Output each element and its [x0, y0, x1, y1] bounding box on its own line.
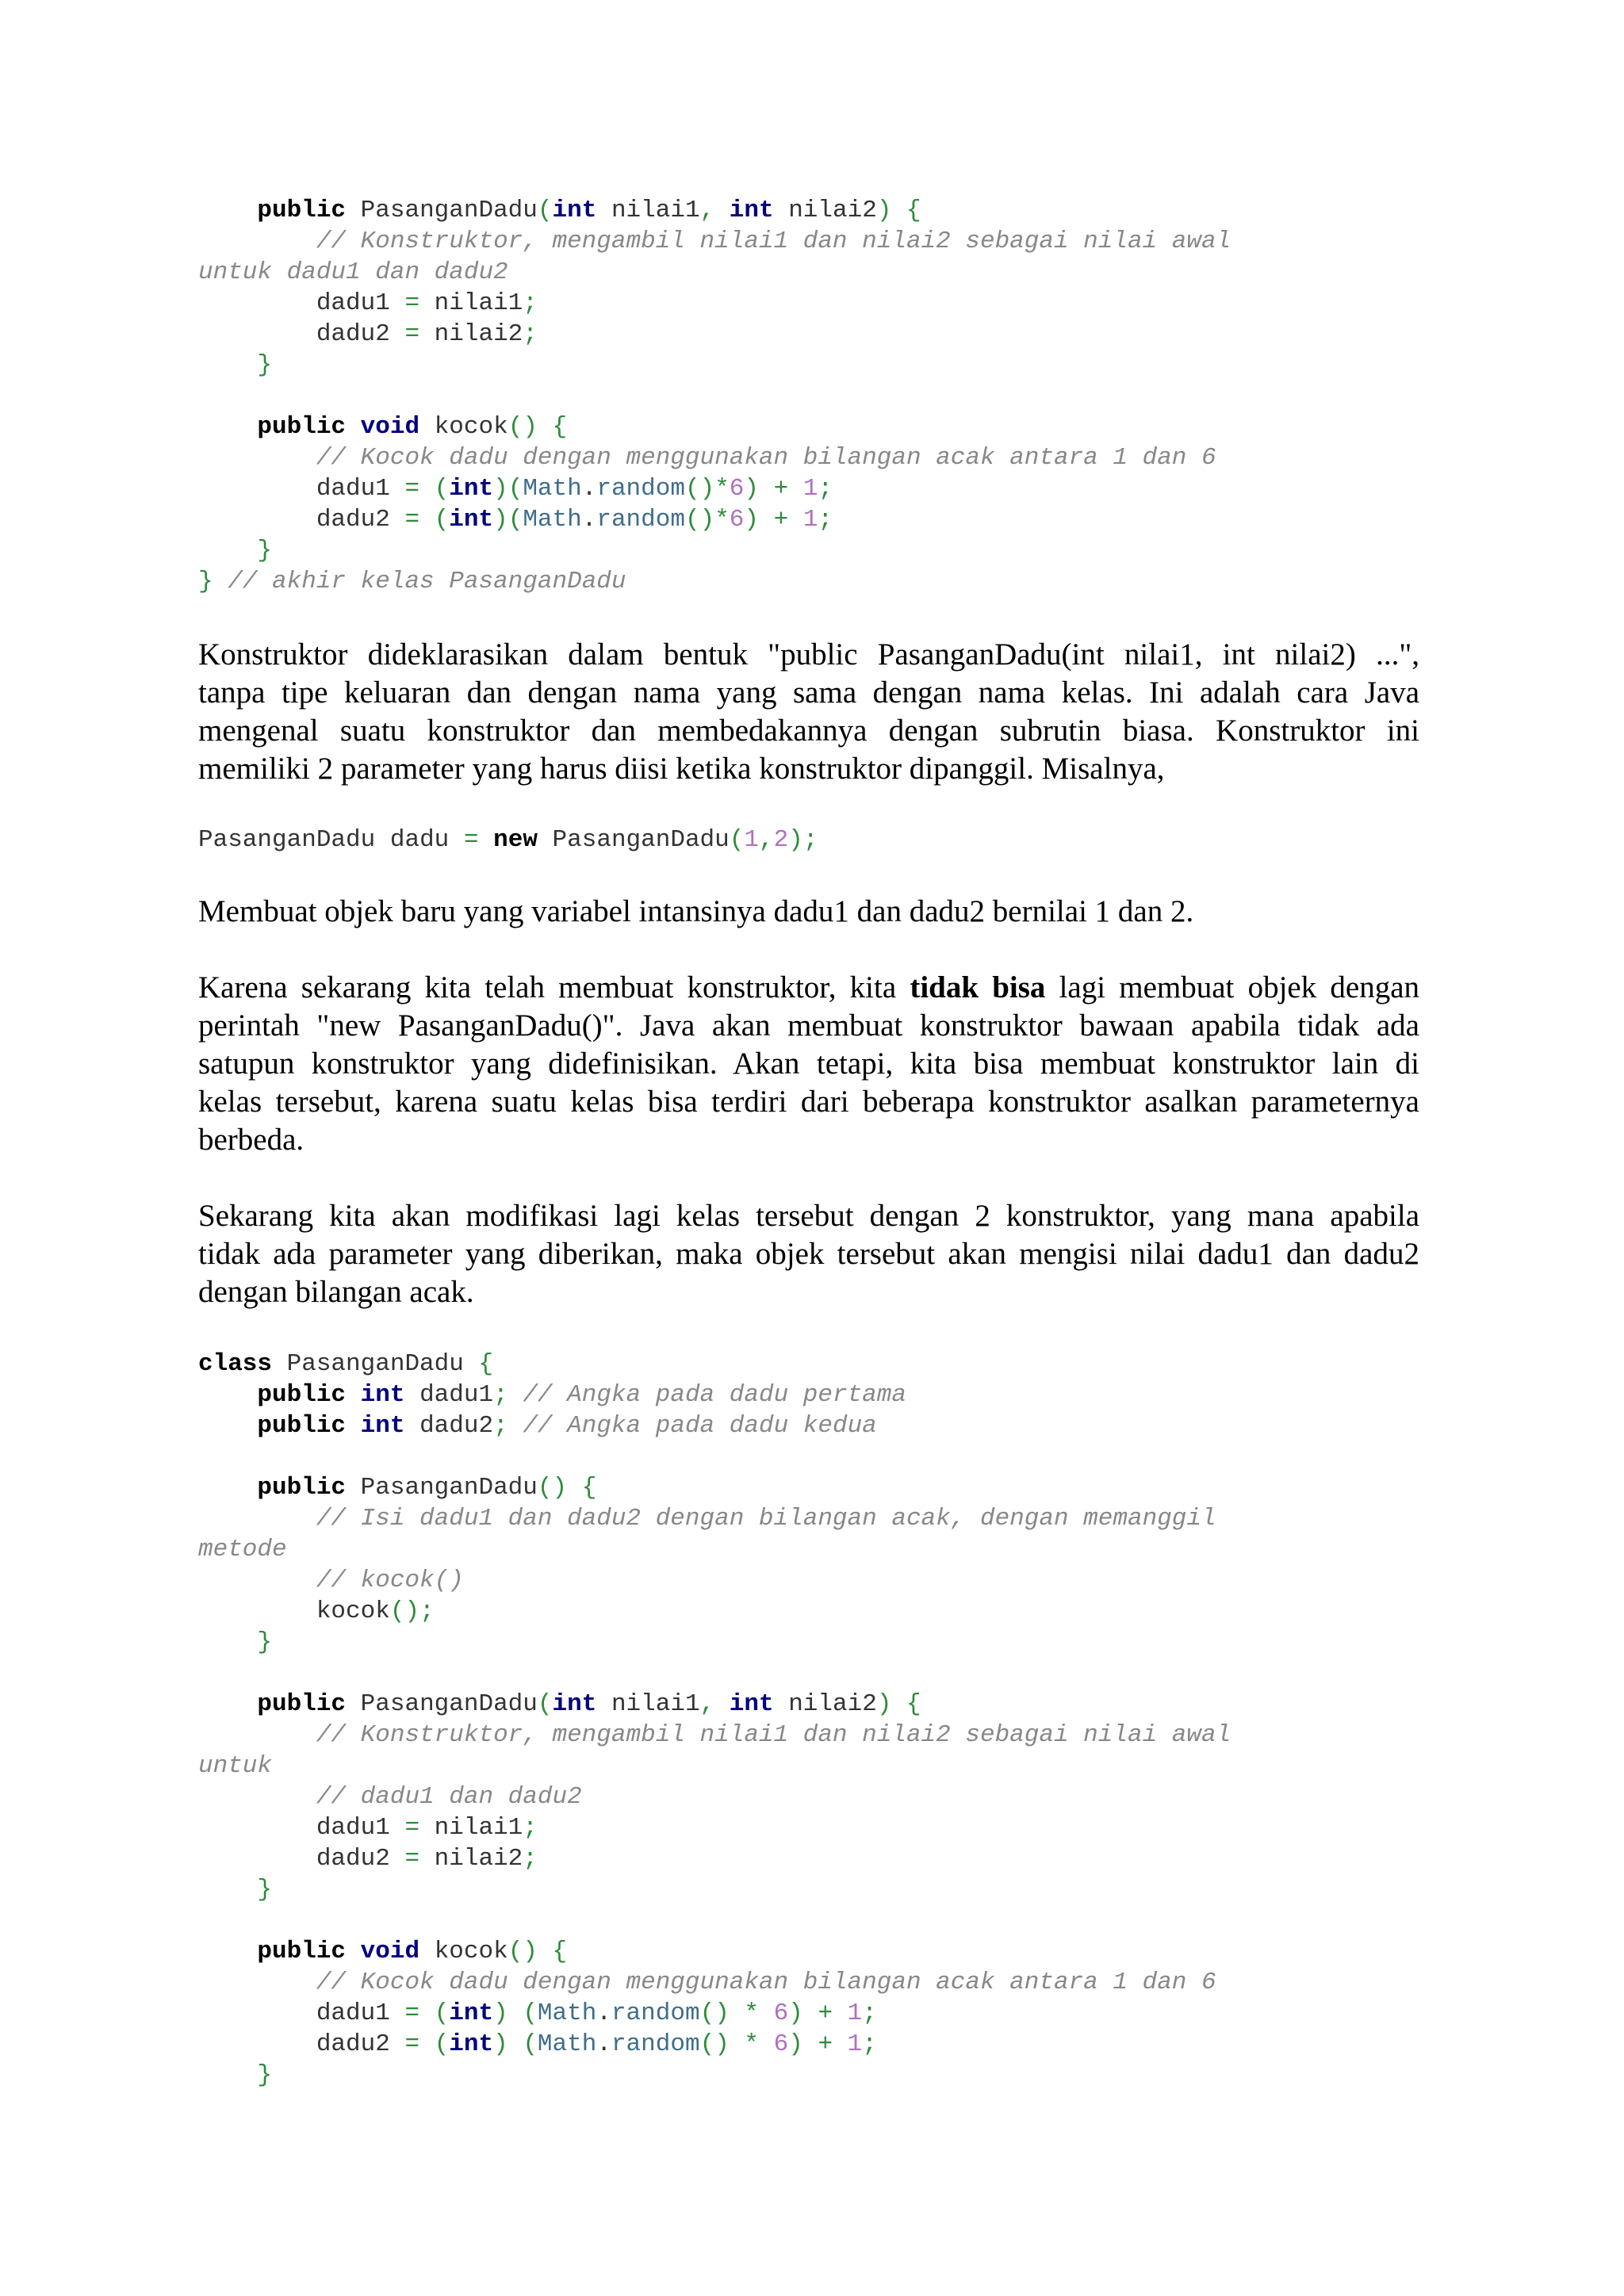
code-line: public void kocok() { — [257, 1938, 568, 1965]
code-line: // kocok() — [316, 1567, 464, 1594]
code-line: metode — [198, 1536, 287, 1563]
code-line — [198, 1905, 1231, 1936]
code-line: dadu1 = (int)(Math.random()*6) + 1; — [316, 475, 833, 503]
code-line: dadu2 = nilai2; — [316, 320, 538, 348]
paragraph-line: dengan bilangan acak. — [198, 1275, 474, 1309]
paragraph-line: memiliki 2 parameter yang harus diisi ketika konstruktor dipanggil. Misalnya, — [198, 752, 1165, 786]
code-line: PasanganDadu dadu = new PasanganDadu(1,2); — [198, 826, 818, 854]
code-line: public int dadu2; // Angka pada dadu kedua — [257, 1412, 877, 1440]
paragraph-line: Sekarang kita akan modifikasi lagi kelas tersebut dengan 2 konstruktor, yang mana apabila — [198, 1199, 1419, 1233]
code-line-new-pasangan-dadu — [198, 825, 818, 855]
code-line — [198, 1658, 1231, 1689]
paragraph-line: Karena sekarang kita telah membuat konstruktor, kita tidak bisa lagi membuat objek dengan — [198, 970, 1420, 1004]
code-line: dadu1 = nilai1; — [316, 1814, 538, 1842]
code-line: untuk — [198, 1752, 273, 1780]
paragraph-line: Membuat objek baru yang variabel intansinya dadu1 dan dadu2 bernilai 1 dan 2. — [198, 894, 1194, 928]
code-line: public PasanganDadu(int nilai1, int nilai2) { — [257, 1690, 921, 1718]
code-line: untuk dadu1 dan dadu2 — [198, 258, 508, 286]
code-line: // Kocok dadu dengan menggunakan bilangan acak antara 1 dan 6 — [316, 444, 1216, 472]
code-block-pasangan-dadu-methods — [198, 195, 1231, 597]
code-line: dadu2 = (int) (Math.random() * 6) + 1; — [316, 2030, 877, 2058]
code-line: } — [257, 537, 273, 564]
paragraph-modifikasi — [198, 1197, 1419, 1311]
paragraph-line: perintah "new PasanganDadu()". Java akan membuat konstruktor bawaan apabila tidak ada — [198, 1008, 1419, 1043]
paragraph-line: mengenal suatu konstruktor dan membedakannya dengan subrutin biasa. Konstruktor ini — [198, 714, 1419, 748]
paragraph-line: kelas tersebut, karena suatu kelas bisa terdiri dari beberapa konstruktor asalkan parameternya — [198, 1085, 1419, 1119]
code-line: dadu1 = (int) (Math.random() * 6) + 1; — [316, 1999, 877, 2027]
code-block-class-pasangan-dadu — [198, 1349, 1231, 2091]
paragraph-line: tanpa tipe keluaran dan dengan nama yang sama dengan nama kelas. Ini adalah cara Java — [198, 675, 1419, 710]
code-line: // Isi dadu1 dan dadu2 dengan bilangan acak, dengan memanggil — [316, 1505, 1216, 1533]
code-line: class PasanganDadu { — [198, 1350, 494, 1378]
code-line — [198, 1441, 1231, 1472]
code-line: public int dadu1; // Angka pada dadu pertama — [257, 1381, 906, 1409]
code-line: } — [257, 1876, 273, 1904]
code-line: kocok(); — [316, 1598, 435, 1625]
paragraph-line: satupun konstruktor yang didefinisikan. Akan tetapi, kita bisa membuat konstruktor lain di — [198, 1047, 1419, 1081]
paragraph-konstruktor-explanation — [198, 636, 1419, 788]
code-line — [198, 381, 1231, 411]
paragraph-line: berbeda. — [198, 1123, 304, 1157]
code-line: public PasanganDadu(int nilai1, int nilai2) { — [257, 197, 921, 224]
code-line: } // akhir kelas PasanganDadu — [198, 568, 626, 595]
code-line: public void kocok() { — [257, 413, 568, 441]
code-line: } — [257, 2061, 273, 2089]
code-line: dadu1 = nilai1; — [316, 289, 538, 317]
paragraph-line: Konstruktor dideklarasikan dalam bentuk "public PasanganDadu(int nilai1, int nilai2) ...", — [198, 637, 1419, 672]
code-line: public PasanganDadu() { — [257, 1474, 597, 1502]
code-line: dadu2 = nilai2; — [316, 1845, 538, 1873]
code-line: // Konstruktor, mengambil nilai1 dan nilai2 sebagai nilai awal — [316, 1721, 1231, 1749]
code-line: // Konstruktor, mengambil nilai1 dan nilai2 sebagai nilai awal — [316, 228, 1231, 255]
bold-text-tidak-bisa: tidak bisa — [910, 970, 1046, 1004]
code-line: } — [257, 351, 273, 379]
code-line: } — [257, 1628, 273, 1656]
paragraph-line: tidak ada parameter yang diberikan, maka objek tersebut akan mengisi nilai dadu1 dan dadu2 — [198, 1237, 1419, 1271]
paragraph-tidak-bisa — [198, 969, 1419, 1159]
code-line: // dadu1 dan dadu2 — [316, 1783, 582, 1811]
code-line: dadu2 = (int)(Math.random()*6) + 1; — [316, 506, 833, 534]
code-line: // Kocok dadu dengan menggunakan bilangan acak antara 1 dan 6 — [316, 1969, 1216, 1996]
paragraph-objek-baru — [198, 893, 1419, 931]
